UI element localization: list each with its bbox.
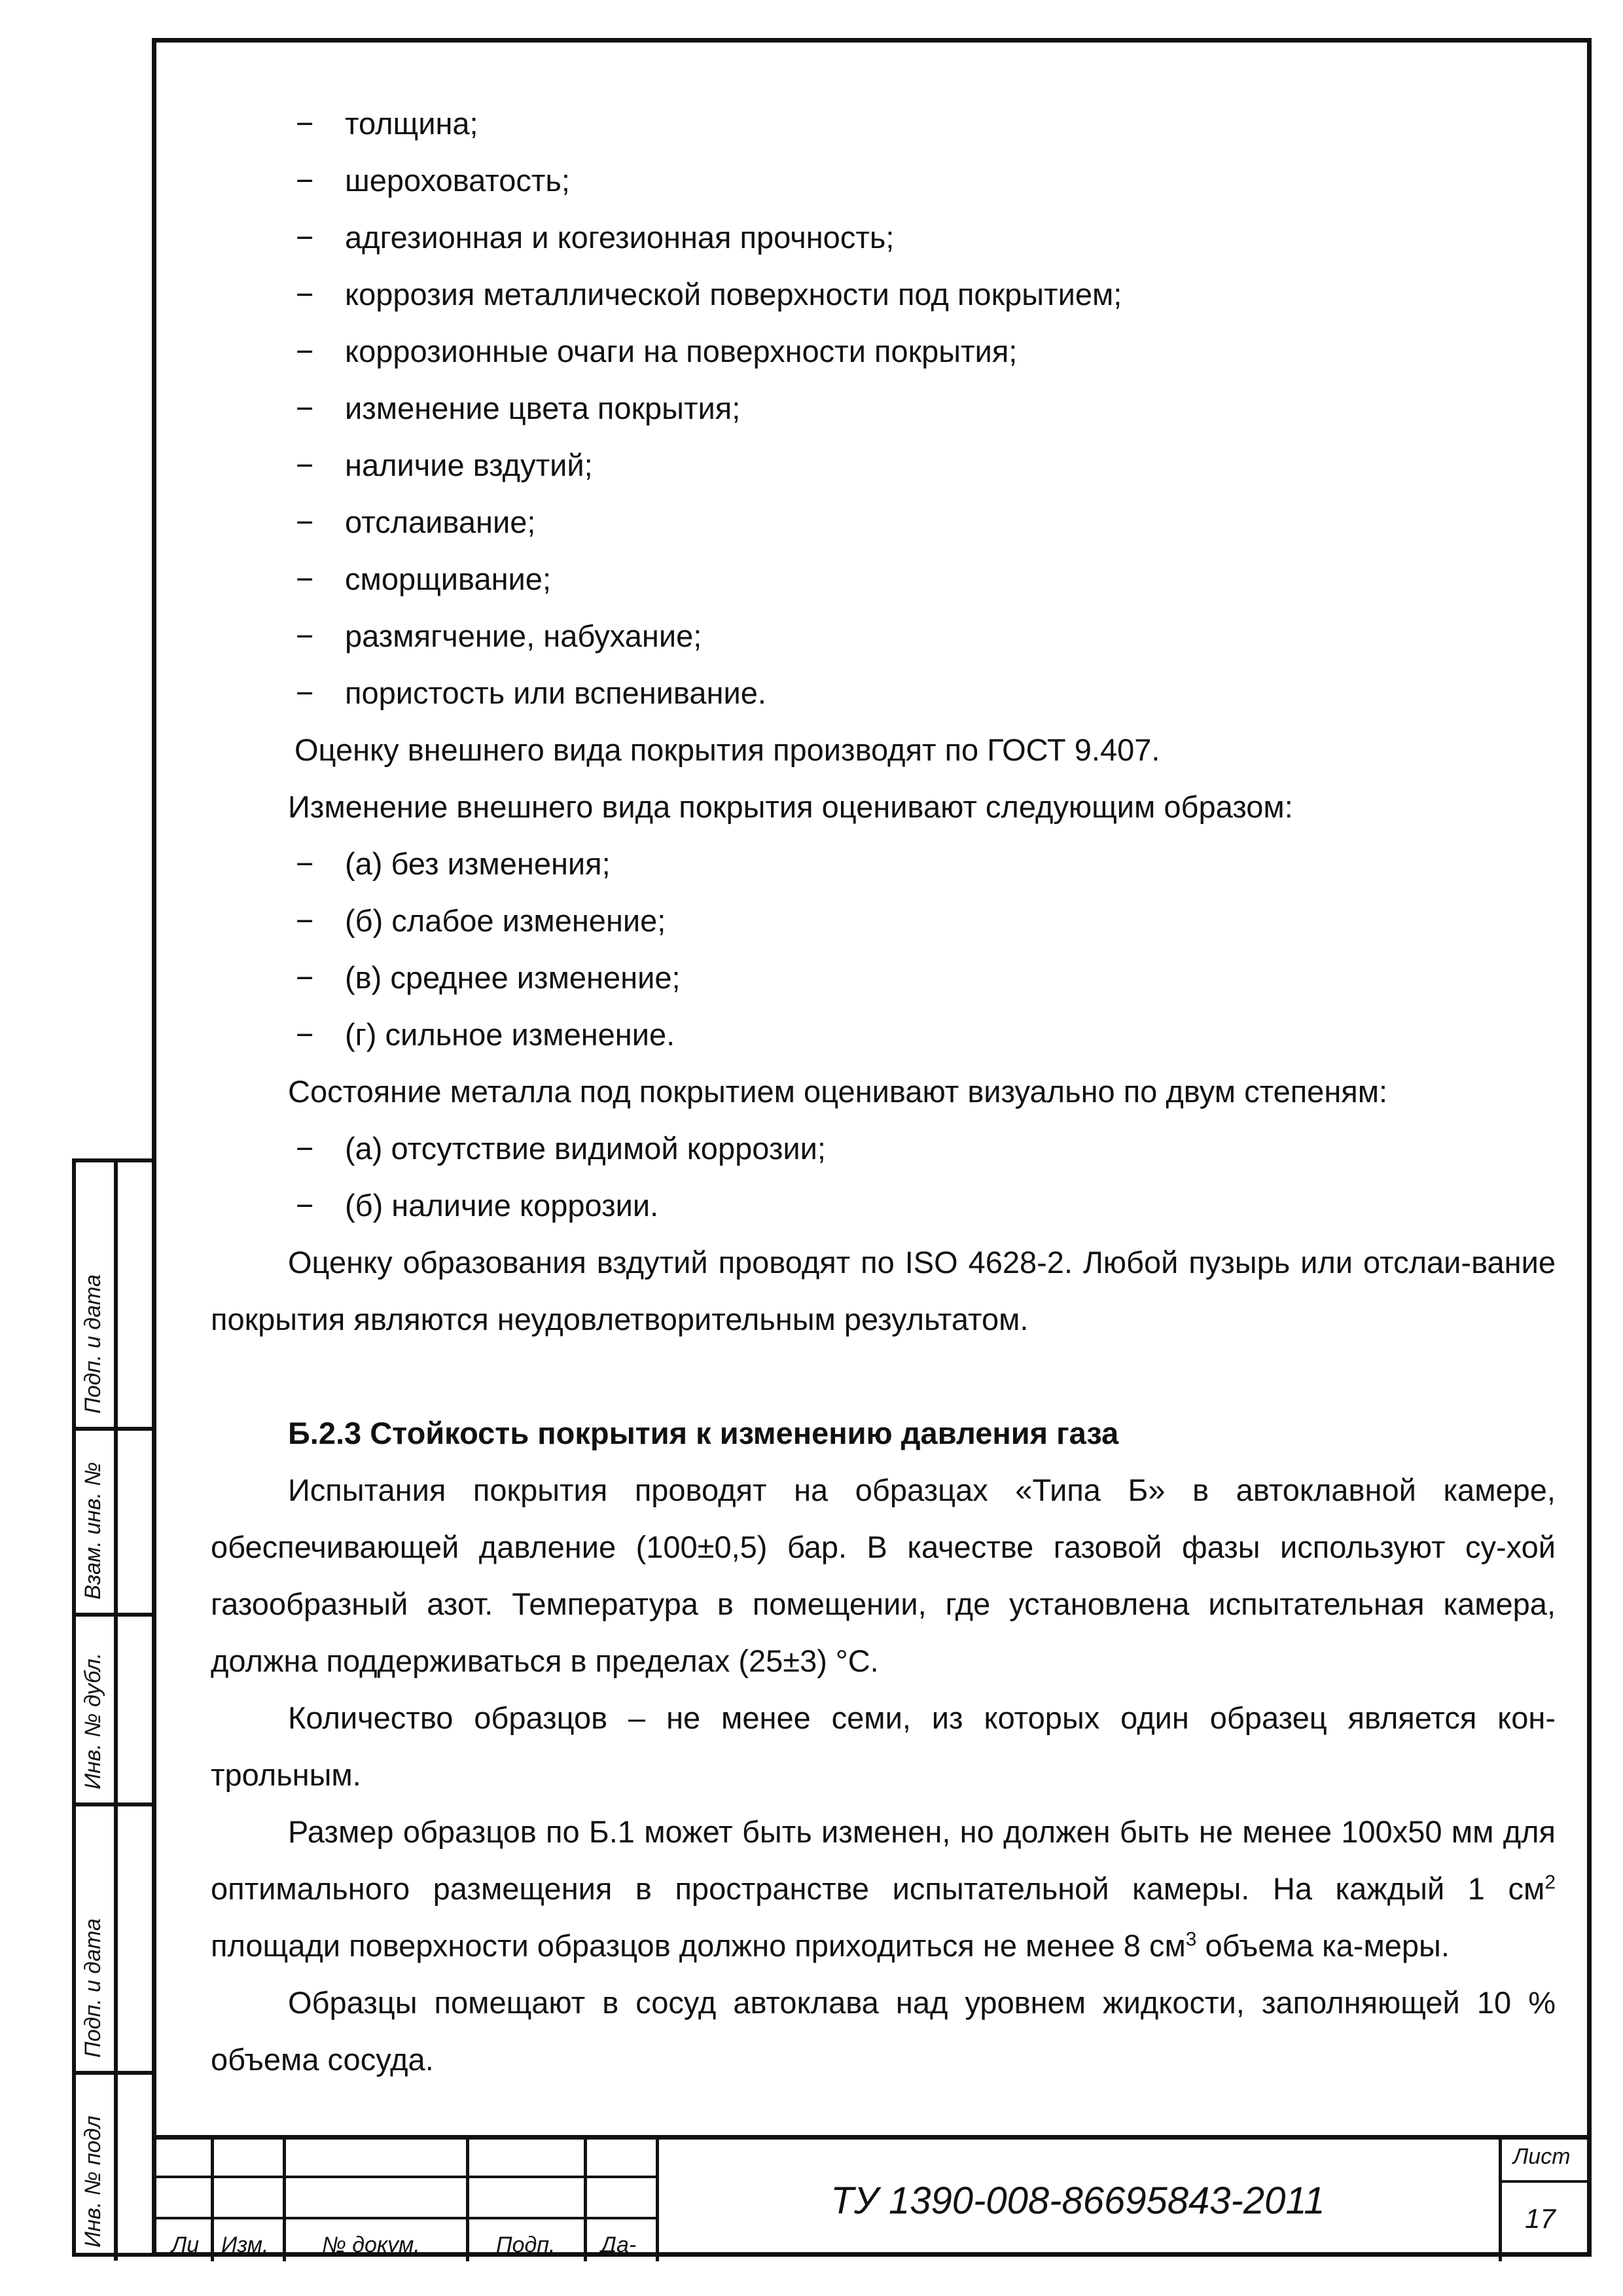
dash-marker: −	[296, 334, 314, 368]
dash-marker: −	[296, 106, 314, 141]
dash-marker: −	[296, 505, 314, 539]
metal-paragraph: Состояние металла под покрытием оценивают визуально по двум степеням:	[288, 1074, 1388, 1109]
list-item-text: (г) сильное изменение.	[345, 1017, 675, 1052]
list-item	[211, 493, 1556, 550]
size-text-c: объема ка-меры.	[1196, 1928, 1450, 1963]
side-cell-inv-podl	[76, 2075, 152, 2261]
list-item-text: изменение цвета покрытия;	[345, 391, 741, 425]
list-item-text: коррозия металлической поверхности под покрытием;	[345, 277, 1122, 312]
dash-marker: −	[296, 675, 314, 710]
dash-marker: −	[296, 277, 314, 312]
dash-marker: −	[296, 619, 314, 653]
document-body	[211, 95, 1556, 2088]
dash-marker: −	[296, 960, 314, 995]
col-li-label: Ли	[171, 2233, 200, 2257]
list-item	[211, 949, 1556, 1006]
sheet-label: Лист	[1513, 2144, 1571, 2169]
list-item-text: (б) слабое изменение;	[345, 903, 666, 938]
dash-marker: −	[296, 391, 314, 425]
list-item-text: пористость или вспенивание.	[345, 675, 766, 710]
side-label-inv-dubl: Инв. № дубл.	[80, 1652, 105, 1789]
list-item	[211, 892, 1556, 949]
list-item	[211, 380, 1556, 437]
list-item-text: шероховатость;	[345, 163, 570, 198]
col-dokum-label: № докум.	[322, 2233, 420, 2257]
size-sup-2: 3	[1185, 1928, 1197, 1950]
list-item	[211, 664, 1556, 721]
list-item-text: наличие вздутий;	[345, 448, 593, 482]
side-label-podp-data-bottom: Подп. и дата	[80, 1918, 105, 2058]
col-podp-label: Подп.	[496, 2233, 556, 2257]
list-item-text: коррозионные очаги на поверхности покрытия;	[345, 334, 1018, 368]
sheet-number: 17	[1525, 2203, 1556, 2234]
title-block	[152, 2135, 1592, 2257]
side-cell-vzam-inv	[76, 1431, 152, 1617]
list-item	[211, 209, 1556, 266]
col-data-label: Да-	[601, 2233, 637, 2257]
document-code: ТУ 1390-008-86695843-2011	[830, 2179, 1325, 2222]
list-item-text: толщина;	[345, 106, 478, 141]
list-item	[211, 607, 1556, 664]
metal-grades-list	[211, 1120, 1556, 1234]
side-cell-inv-dubl	[76, 1617, 152, 1806]
dash-marker: −	[296, 846, 314, 881]
list-item-text: сморщивание;	[345, 562, 552, 596]
side-cell-podp-data-top	[76, 1162, 152, 1431]
side-label-vzam-inv: Взам. инв. №	[80, 1462, 105, 1600]
side-label-inv-podl: Инв. № подл	[80, 2115, 105, 2248]
list-item	[211, 1006, 1556, 1063]
iso-p-text: Оценку образования вздутий проводят по ISO 4628-2. Любой пузырь или отслаи-вание покрытия являются неудовлетворительным результатом.	[211, 1245, 1556, 1336]
dash-marker: −	[296, 562, 314, 596]
dash-marker: −	[296, 220, 314, 255]
characteristics-list	[211, 95, 1556, 721]
iso-paragraph	[211, 1234, 1556, 1348]
side-stamp	[72, 1158, 152, 2257]
size-text-b: площади поверхности образцов должно приходиться не менее 8 см	[211, 1928, 1186, 1963]
list-item-text: адгезионная и когезионная прочность;	[345, 220, 895, 255]
change-paragraph: Изменение внешнего вида покрытия оценивают следующим образом:	[288, 789, 1293, 824]
side-cell-podp-data-bottom	[76, 1806, 152, 2075]
list-item	[211, 323, 1556, 380]
list-item-text: отслаивание;	[345, 505, 536, 539]
list-item	[211, 1177, 1556, 1234]
list-item-text: (а) без изменения;	[345, 846, 611, 881]
count-p-text: Количество образцов – не менее семи, из которых один образец является кон-трольным.	[211, 1700, 1556, 1792]
side-label-podp-data-top: Подп. и дата	[80, 1274, 105, 1414]
list-item-text: размягчение, набухание;	[345, 619, 702, 653]
dash-marker: −	[296, 163, 314, 198]
col-izm-label: Изм.	[221, 2233, 269, 2257]
list-item	[211, 266, 1556, 323]
dash-marker: −	[296, 1188, 314, 1223]
list-item-text: (в) среднее изменение;	[345, 960, 681, 995]
dash-marker: −	[296, 903, 314, 938]
list-item	[211, 152, 1556, 209]
list-item	[211, 437, 1556, 493]
list-item-text: (а) отсутствие видимой коррозии;	[345, 1131, 826, 1166]
size-paragraph	[211, 1803, 1556, 1974]
placement-paragraph: Образцы помещают в сосуд автоклава над уровнем жидкости, заполняющей 10 % объема сосуда.	[211, 1985, 1556, 2077]
dash-marker: −	[296, 1017, 314, 1052]
count-paragraph	[211, 1689, 1556, 1803]
test-p-text: Испытания покрытия проводят на образцах «Типа Б» в автоклавной камере, обеспечивающей давление (100±0,5) бар. В качестве газовой фазы используют су-хой газообразный азот. Температура в помещении, где установлена испытательная камера, должна поддерживаться в пределах (25±3) °С.	[211, 1473, 1556, 1678]
size-sup-1: 2	[1544, 1871, 1556, 1893]
list-item-text: (б) наличие коррозии.	[345, 1188, 659, 1223]
list-item	[211, 95, 1556, 152]
dash-marker: −	[296, 1131, 314, 1166]
section-heading: Б.2.3 Стойкость покрытия к изменению давления газа	[288, 1416, 1119, 1450]
gost-paragraph: Оценку внешнего вида покрытия производят по ГОСТ 9.407.	[294, 732, 1160, 767]
list-item	[211, 550, 1556, 607]
change-grades-list	[211, 835, 1556, 1063]
list-item	[211, 1120, 1556, 1177]
test-paragraph	[211, 1462, 1556, 1689]
dash-marker: −	[296, 448, 314, 482]
list-item	[211, 835, 1556, 892]
size-text-a: Размер образцов по Б.1 может быть изменен, но должен быть не менее 100х50 мм для оптимального размещения в пространстве испытательной камеры. На каждый 1 см	[211, 1814, 1556, 1906]
